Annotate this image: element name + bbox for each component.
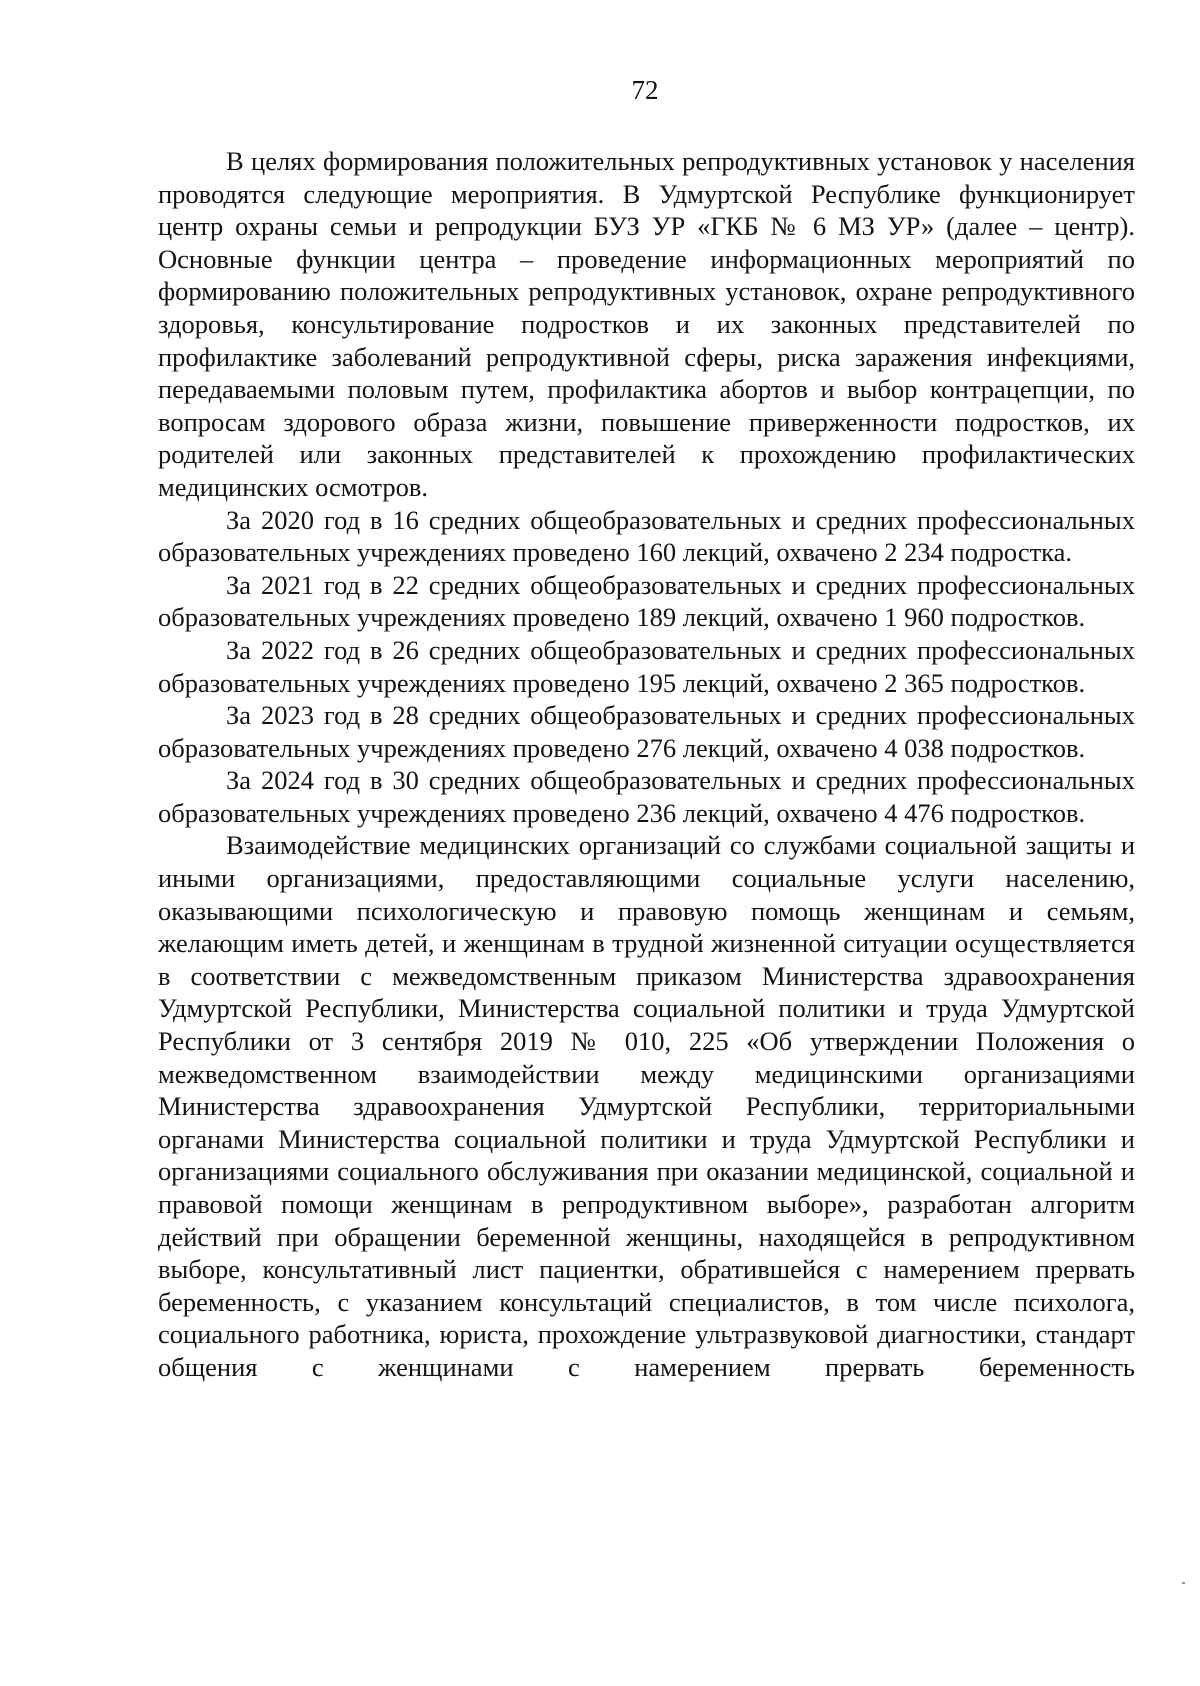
paragraph-year-2020: За 2020 год в 16 средних общеобразовательных и средних профессиональных образовательных учреждениях проведено 160 лекций, охвачено 2 234 подростка. [158,504,1135,568]
paragraph-year-2024: За 2024 год в 30 средних общеобразовательных и средних профессиональных образовательных учреждениях проведено 236 лекций, охвачено 4 476 подростков. [158,765,1135,828]
paragraph-year-2021: За 2021 год в 22 средних общеобразовательных и средних профессиональных образовательных учреждениях проведено 189 лекций, охвачено 1 960 подростков. [158,569,1135,633]
scan-speck [1182,1582,1185,1584]
paragraph-reproductive-center: В целях формирования положительных репродуктивных установок у населения проводятся следующие мероприятия. В Удмуртской Республике функционирует центр охраны семьи и репродукции БУЗ УР «ГКБ № 6 МЗ УР» (далее – центр). Основные функции центра – проведение информационных мероприятий по формированию положительных репродуктивных установок, охране репродуктивного здоровья, консультирование подростков и их законных представителей по профилактике заболеваний репродуктивной сферы, риска заражения инфекциями, передаваемыми половым путем, профилактика абортов и выбор контрацепции, по вопросам здорового образа жизни, повышение приверженности подростков, их родителей или законных представителей к прохождению профилактических медицинских осмотров. [158,146,1135,502]
document-body [158,145,1135,1384]
paragraph-year-2023: За 2023 год в 28 средних общеобразовательных и средних профессиональных образовательных учреждениях проведено 276 лекций, охвачено 4 038 подростков. [158,700,1135,763]
page-number: 72 [631,75,659,105]
paragraph-interagency-cooperation: Взаимодействие медицинских организаций со службами социальной защиты и иными организациями, предоставляющими социальные услуги населению, оказывающими психологическую и правовую помощь женщинам и семьям, желающим иметь детей, и женщинам в трудной жизненной ситуации осуществляется в соответствии с межведомственным приказом Министерства здравоохранения Удмуртской Республики, Министерства социальной политики и труда Удмуртской Республики от 3 сентября 2019 № 010, 225 «Об утверждении Положения о межведомственном взаимодействии между медицинскими организациями Министерства здравоохранения Удмуртской Республики, территориальными органами Министерства социальной политики и труда Удмуртской Республики и организациями социального обслуживания при оказании медицинской, социальной и правовой помощи женщинам в репродуктивном выборе», разработан алгоритм действий при обращении беременной женщины, находящейся в репродуктивном выборе, консультативный лист пациентки, обратившейся с намерением прервать беременность, с указанием консультаций специалистов, в том числе психолога, социального работника, юриста, прохождение ультразвуковой диагностики, стандарт общения с женщинами с намерением прервать беременность [158,830,1135,1382]
paragraph-year-2022: За 2022 год в 26 средних общеобразовательных и средних профессиональных образовательных учреждениях проведено 195 лекций, охвачено 2 365 подростков. [158,634,1135,698]
